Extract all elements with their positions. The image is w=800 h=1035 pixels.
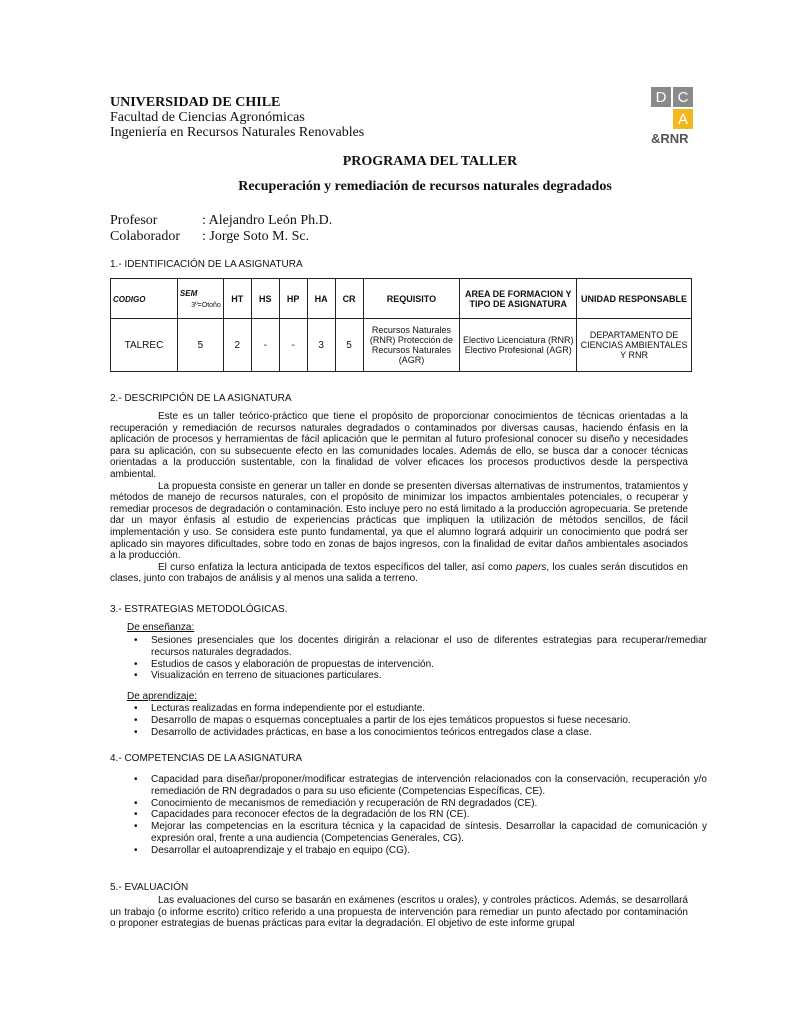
header-cell: CODIGO	[111, 279, 178, 319]
staff-row-professor	[110, 213, 332, 229]
institution-header	[110, 95, 364, 140]
staff-row-collaborator	[110, 229, 332, 245]
section-2-heading: 2.- DESCRIPCIÓN DE LA ASIGNATURA	[110, 393, 292, 404]
table-header-row	[111, 279, 692, 319]
cell-area: Electivo Licenciatura (RNR) Electivo Profesional (AGR)	[460, 319, 577, 372]
cell-hs: -	[251, 319, 279, 372]
description-text	[110, 411, 688, 585]
cell-hp: -	[279, 319, 307, 372]
paragraph: Las evaluaciones del curso se basarán en exámenes (escritos u orales), y controles prácticos. Además, se desarrollará un trabajo (o informe escrito) crítico referido a una propuesta de intervención para remediar un punto afectado por contaminación o proponer estrategias de buenas prácticas para evitar la degradación. El objetivo de este informe grupal	[110, 895, 688, 930]
cell-code: TALREC	[111, 319, 178, 372]
list-item: • Mejorar las competencias en la escritura técnica y la capacidad de síntesis. Desarrollar la capacidad de comunicación y expresión oral, frente a una audiencia (Competencias Generales, CG).	[151, 821, 707, 845]
list-item: • Capacidad para diseñar/proponer/modificar estrategias de intervención relacionados con la conservación, recuperación y/o remediación de RN degradados o para su uso eficiente (Competencias Específicas, CE).	[151, 774, 707, 798]
header-cell: AREA DE FORMACION Y TIPO DE ASIGNATURA	[460, 279, 577, 319]
section-1-heading: 1.- IDENTIFICACIÓN DE LA ASIGNATURA	[110, 259, 303, 270]
logo-letter-d: D	[651, 87, 671, 107]
list-item: • Visualización en terreno de situaciones particulares.	[151, 670, 707, 682]
learning-label: De aprendizaje:	[127, 691, 198, 702]
staff-label: Colaborador	[110, 229, 180, 244]
cell-unit: DEPARTAMENTO DE CIENCIAS AMBIENTALES Y RNR	[577, 319, 692, 372]
header-cell: CR	[335, 279, 363, 319]
faculty-name: Facultad de Ciencias Agronómicas	[110, 110, 305, 125]
identification-table	[110, 278, 692, 372]
header-cell: HS	[251, 279, 279, 319]
header-cell: HA	[307, 279, 335, 319]
header-cell: REQUISITO	[363, 279, 460, 319]
section-5-heading: 5.- EVALUACIÓN	[110, 882, 189, 893]
sem-note: 3º=Otoño	[191, 302, 221, 309]
staff-value: : Jorge Soto M. Sc.	[202, 229, 310, 244]
list-item: • Sesiones presenciales que los docentes dirigirán a relacionar el uso de diferentes estrategias para recuperar/remediar recursos naturales degradados.	[151, 635, 707, 659]
teaching-list	[134, 635, 707, 682]
cell-ht: 2	[223, 319, 251, 372]
header-cell: UNIDAD RESPONSABLE	[577, 279, 692, 319]
list-item: • Desarrollo de mapas o esquemas conceptuales a partir de los ejes temáticos propuestos si fuese necesario.	[151, 715, 707, 727]
section-4-heading: 4.- COMPETENCIAS DE LA ASIGNATURA	[110, 753, 303, 764]
paragraph: El curso enfatiza la lectura anticipada de textos específicos del taller, así como papers, los cuales serán discutidos en clases, junto con trabajos de análisis y al menos una salida a terreno.	[110, 561, 688, 585]
table-row	[111, 319, 692, 372]
program-name: Ingeniería en Recursos Naturales Renovables	[110, 125, 365, 140]
logo-letter-a: A	[673, 109, 693, 129]
list-item: • Capacidades para reconocer efectos de la degradación de los RN (CE).	[151, 809, 707, 821]
staff-block	[110, 213, 332, 245]
course-title: Recuperación y remediación de recursos naturales degradados	[238, 179, 612, 194]
cell-sem: 5	[177, 319, 223, 372]
document-title: PROGRAMA DEL TALLER	[342, 154, 518, 169]
cell-ha: 3	[307, 319, 335, 372]
staff-value: : Alejandro León Ph.D.	[202, 213, 333, 228]
staff-label: Profesor	[110, 213, 158, 228]
dca-rnr-logo	[651, 87, 693, 146]
cell-requisite: Recursos Naturales (RNR) Protección de Recursos Naturales (AGR)	[363, 319, 460, 372]
logo-letter-c: C	[673, 87, 693, 107]
evaluation-text	[110, 895, 688, 930]
learning-list	[134, 703, 707, 738]
header-cell: SEM 3º=Otoño	[177, 279, 223, 319]
list-item: • Desarrollo de actividades prácticas, en base a los conocimientos teóricos entregados clase a clase.	[151, 727, 707, 739]
list-item: • Estudios de casos y elaboración de propuestas de intervención.	[151, 659, 707, 671]
logo-blank-cell	[651, 109, 671, 129]
competencies-list	[134, 774, 707, 857]
list-item: • Desarrollar el autoaprendizaje y el trabajo en equipo (CG).	[151, 845, 707, 857]
cell-cr: 5	[335, 319, 363, 372]
teaching-label: De enseñanza:	[127, 622, 195, 633]
section-3-heading: 3.- ESTRATEGIAS METODOLÓGICAS.	[110, 604, 288, 615]
list-item: • Lecturas realizadas en forma independiente por el estudiante.	[151, 703, 707, 715]
list-item: • Conocimiento de mecanismos de remediación y recuperación de RN degradados (CE).	[151, 798, 707, 810]
header-cell: HP	[279, 279, 307, 319]
paragraph: La propuesta consiste en generar un taller en donde se presenten diversas alternativas de instrumentos, tratamientos y métodos de manejo de recursos naturales, con el propósito de minimizar los impactos ambientales potenciales, o recuperar y remediar procesos de degradación o contaminación. Esto incluye pero no está limitado a la producción agropecuaria. Se pretende dar un mayor énfasis al estudio de experiencias prácticas que impliquen la utilización de métodos sencillos, de fácil implementación y uso. Se considera este punto fundamental, ya que el alumno logrará adquirir un conocimiento que podrá ser aplicado sin mayores dificultades, sobre todo en zonas de bajos ingresos, con la finalidad de evitar daños ambientales asociados a la producción.	[110, 480, 688, 562]
university-name: UNIVERSIDAD DE CHILE	[110, 95, 281, 110]
paragraph: Este es un taller teórico-práctico que tiene el propósito de proporcionar conocimientos de técnicas orientadas a la recuperación y remediación de recursos naturales degradados o contaminados por diversas causas, haciendo énfasis en la aplicación de procesos y herramientas de fácil aplicación que le permitan al futuro profesional conocer su diseño y necesidades para su aplicación, con su subsecuente efecto en las comunidades locales. Además de ello, se busca dar a conocer técnicas orientadas a la producción sustentable, con la finalidad de volver eficaces los procesos productivos desde la perspectiva ambiental.	[110, 411, 688, 480]
logo-suffix: &RNR	[651, 131, 689, 146]
header-cell: HT	[223, 279, 251, 319]
